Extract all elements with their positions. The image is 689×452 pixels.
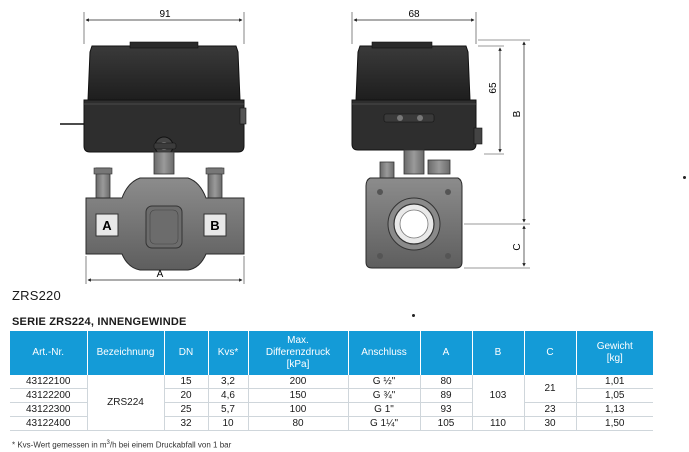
col-header-c: C bbox=[524, 331, 576, 375]
cell-a: 89 bbox=[420, 389, 472, 403]
col-header-connection: Anschluss bbox=[348, 331, 420, 375]
col-header-weight-line1: Gewicht bbox=[596, 341, 633, 352]
cell-b: 103 bbox=[472, 375, 524, 417]
cell-art-nr: 43122400 bbox=[10, 417, 87, 431]
col-header-designation: Bezeichnung bbox=[87, 331, 164, 375]
cell-dn: 25 bbox=[164, 403, 208, 417]
cell-c: 21 bbox=[524, 375, 576, 403]
cell-c: 23 bbox=[524, 403, 576, 417]
col-header-kvs: Kvs* bbox=[208, 331, 248, 375]
dim-b-label: B bbox=[512, 110, 523, 118]
col-header-max-line1: Max. bbox=[287, 335, 309, 346]
decorative-dot bbox=[412, 314, 415, 317]
cell-weight: 1,50 bbox=[576, 417, 653, 431]
col-header-weight-line2: [kg] bbox=[606, 353, 623, 364]
dim-65-label: 65 bbox=[488, 82, 499, 94]
col-header-a: A bbox=[420, 331, 472, 375]
dim-c-label: C bbox=[512, 243, 523, 251]
col-header-dn: DN bbox=[164, 331, 208, 375]
cell-connection: G 1" bbox=[348, 403, 420, 417]
dim-91-label: 91 bbox=[159, 9, 171, 20]
cell-c: 30 bbox=[524, 417, 576, 431]
cell-art-nr: 43122100 bbox=[10, 375, 87, 389]
cell-kvs: 3,2 bbox=[208, 375, 248, 389]
cell-max-pressure: 80 bbox=[248, 417, 348, 431]
product-caption: ZRS220 bbox=[12, 288, 61, 303]
col-header-art-nr: Art.-Nr. bbox=[10, 331, 87, 375]
decorative-dot bbox=[683, 176, 686, 179]
cell-art-nr: 43122300 bbox=[10, 403, 87, 417]
cell-connection: G ½" bbox=[348, 375, 420, 389]
cell-connection: G 1¼" bbox=[348, 417, 420, 431]
cell-art-nr: 43122200 bbox=[10, 389, 87, 403]
port-a-label: A bbox=[102, 218, 112, 233]
side-view bbox=[352, 9, 530, 268]
cell-designation: ZRS224 bbox=[87, 375, 164, 431]
footnote-superscript: 3 bbox=[106, 440, 110, 446]
cell-max-pressure: 200 bbox=[248, 375, 348, 389]
cell-kvs: 5,7 bbox=[208, 403, 248, 417]
footnote bbox=[12, 440, 231, 450]
col-header-max-line3: [kPa] bbox=[286, 359, 310, 370]
table-header-row bbox=[10, 331, 653, 375]
cell-dn: 15 bbox=[164, 375, 208, 389]
cell-a: 105 bbox=[420, 417, 472, 431]
cell-kvs: 4,6 bbox=[208, 389, 248, 403]
cell-kvs: 10 bbox=[208, 417, 248, 431]
col-header-max-line2: Differenzdruck bbox=[265, 347, 331, 358]
cell-a: 80 bbox=[420, 375, 472, 389]
cell-weight: 1,05 bbox=[576, 389, 653, 403]
col-header-b: B bbox=[472, 331, 524, 375]
specification-table bbox=[10, 331, 653, 431]
col-header-max-pressure bbox=[248, 331, 348, 375]
series-title: SERIE ZRS224, INNENGEWINDE bbox=[12, 316, 187, 328]
front-view bbox=[60, 9, 246, 284]
col-header-weight bbox=[576, 331, 653, 375]
footnote-text-end: /h bei einem Druckabfall von 1 bar bbox=[109, 440, 232, 450]
table-row bbox=[10, 375, 653, 389]
cell-weight: 1,13 bbox=[576, 403, 653, 417]
cell-b: 110 bbox=[472, 417, 524, 431]
cell-max-pressure: 150 bbox=[248, 389, 348, 403]
cell-dn: 20 bbox=[164, 389, 208, 403]
cell-max-pressure: 100 bbox=[248, 403, 348, 417]
cell-dn: 32 bbox=[164, 417, 208, 431]
cell-connection: G ¾" bbox=[348, 389, 420, 403]
cell-a: 93 bbox=[420, 403, 472, 417]
dim-a-label: A bbox=[156, 269, 164, 280]
port-b-label: B bbox=[210, 218, 220, 233]
footnote-text: * Kvs-Wert gemessen in m bbox=[12, 440, 107, 450]
dim-68-label: 68 bbox=[408, 9, 420, 20]
cell-weight: 1,01 bbox=[576, 375, 653, 389]
